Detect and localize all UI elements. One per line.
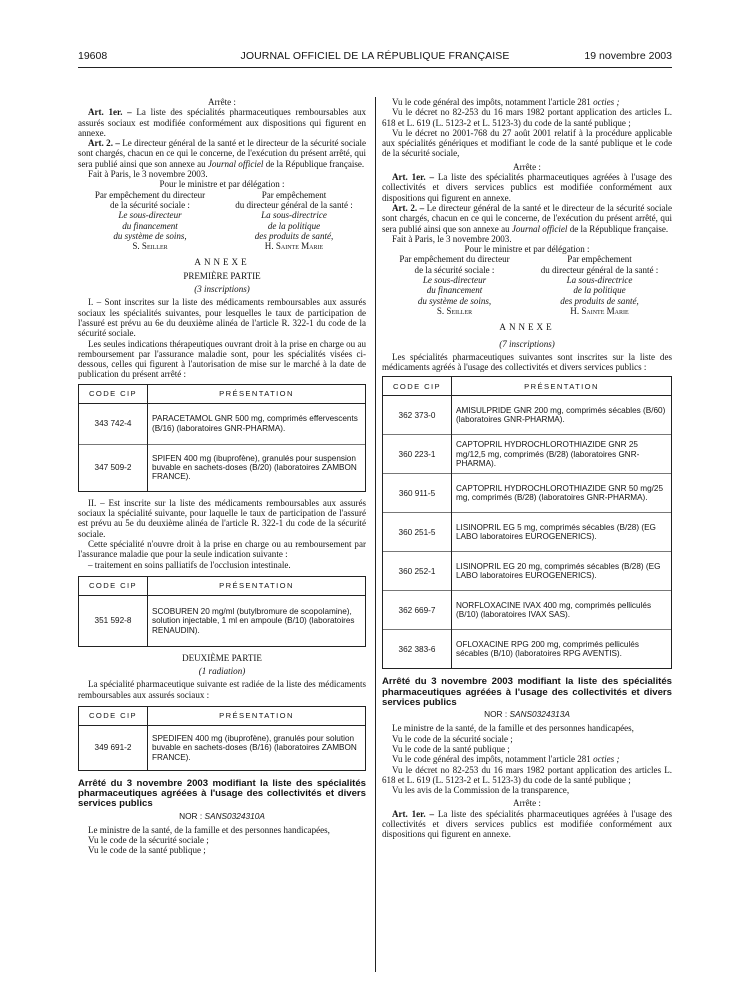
journal-title: JOURNAL OFFICIEL DE LA RÉPUBLIQUE FRANÇAISE <box>240 50 510 62</box>
paragraph-cgi <box>382 97 672 107</box>
page-number: 19608 <box>78 50 108 62</box>
paragraph-decret-1982: Vu le décret no 82-253 du 16 mars 1982 portant application des articles L. 618 et L. 619 (L. 5123-2 et L. 5123-3) du code de la santé publique ; <box>382 107 672 128</box>
article-2-label: Art. 2. – <box>392 202 425 213</box>
delegation-line: Pour le ministre et par délégation : <box>159 179 285 190</box>
cip-code: 360 223-1 <box>383 435 452 474</box>
cip-code: 347 509-2 <box>79 444 148 491</box>
paragraph-traitement: – traitement en soins palliatifs de l'occlusion intestinale. <box>88 559 291 570</box>
paragraph-II: II. – Est inscrite sur la liste des médicaments remboursables aux assurés sociaux la spécialité suivante, pour laquelle le taux de participation de l'assuré est prévu au 5e du deuxième alinéa de l'article R. 322-1 du code de la sécurité sociale. <box>78 497 366 539</box>
article-1-label: Art. 1er. – <box>392 172 434 183</box>
signatory-name: H. Sainte Marie <box>264 241 324 252</box>
column-header-code: CODE CIP <box>383 377 452 396</box>
cip-table-3 <box>78 706 366 771</box>
article-2-text: Le directeur général de la santé et le directeur de la sécurité sociale sont chargés, chacun en ce qui le concerne, de l'exécution du présent arrêté, qui sera publié ainsi que son annexe au <box>78 138 367 169</box>
column-header-presentation: PRÉSENTATION <box>148 706 366 725</box>
article-1-text: La liste des spécialités pharmaceutiques remboursables aux assurés sociaux est modifiée conformément aux dispositions qui figurent en annexe. <box>78 107 366 138</box>
signature-left <box>382 254 527 316</box>
issue-date: 19 novembre 2003 <box>584 50 672 62</box>
part-1-heading: PREMIÈRE PARTIE <box>183 270 261 281</box>
article-1 <box>382 809 672 840</box>
nor-code: SANS0324310A <box>204 810 265 821</box>
article-2-text: Le directeur général de la santé et le directeur de la sécurité sociale sont chargés, chacun en ce qui le concerne, de l'exécution du présent arrêté, qui sera publié ainsi que son annexe au <box>382 202 673 234</box>
notice-title: Arrêté du 3 novembre 2003 modifiant la liste des spécialités pharmaceutiques agréées à l'usage des collectivités et divers services publics <box>382 676 672 708</box>
signature-line: du directeur général de la santé : <box>540 264 659 275</box>
fait-line: Fait à Paris, le 3 novembre 2003. <box>392 233 512 244</box>
presentation-text: SPEDIFEN 400 mg (ibuprofène), granulés pour solution buvable en sachets-doses (B/16) (laboratoires ZAMBON FRANCE). <box>148 725 366 770</box>
presentation-text: SPIFEN 400 mg (ibuprofène), granulés pour suspension buvable en sachets-doses (B/20) (laboratoires ZAMBON FRANCE). <box>148 444 366 491</box>
octies-ref: octies ; <box>593 754 620 765</box>
signature-line: Par empêchement du directeur <box>399 254 510 265</box>
cip-code: 349 691-2 <box>79 725 148 770</box>
notice-paragraph: Vu le décret no 82-253 du 16 mars 1982 portant application des articles L. 618 et L. 619 (L. 5123-2 et L. 5123-3) du code de la santé publique ; <box>382 764 672 785</box>
signature-line: de la sécurité sociale : <box>110 199 190 210</box>
signature-line: des produits de santé, <box>560 295 639 306</box>
column-header-code: CODE CIP <box>79 706 148 725</box>
signature-line: Par empêchement <box>261 189 327 200</box>
signature-line: du financement <box>426 285 483 296</box>
presentation-text: PARACETAMOL GNR 500 mg, comprimés effervescents (B/16) (laboratoires GNR-PHARMA). <box>148 403 366 444</box>
table-row <box>79 444 366 491</box>
column-header-presentation: PRÉSENTATION <box>452 377 672 396</box>
arrete-heading: Arrête : <box>513 798 541 809</box>
signature-line: Par empêchement du directeur <box>94 189 206 200</box>
table-row <box>383 396 672 435</box>
article-1-text: La liste des spécialités pharmaceutiques agréées à l'usage des collectivités et divers services publics est modifiée conformément aux dispositions qui figurent en annexe. <box>382 172 672 203</box>
table-row <box>79 403 366 444</box>
signature-line: Le sous-directeur <box>118 210 182 221</box>
column-header-presentation: PRÉSENTATION <box>148 384 366 403</box>
cip-code: 362 373-0 <box>383 396 452 435</box>
signature-right <box>222 190 366 252</box>
cip-code: 360 252-1 <box>383 552 452 591</box>
annexe-heading: ANNEXE <box>194 257 250 268</box>
signature-line: La sous-directrice <box>566 275 633 286</box>
signatory-name: S. Seiller <box>436 305 473 316</box>
cip-code: 351 592-8 <box>79 595 148 646</box>
fait-line: Fait à Paris, le 3 novembre 2003. <box>88 169 208 180</box>
header-rule <box>78 67 672 68</box>
notice-paragraph-text: Vu le code général des impôts, notamment l'article 281 <box>392 754 591 765</box>
notice-paragraph: Vu le code de la santé publique ; <box>392 743 510 754</box>
table-row <box>79 725 366 770</box>
cip-code: 362 669-7 <box>383 591 452 630</box>
table-row <box>383 435 672 474</box>
table-row <box>383 513 672 552</box>
signatory-name: S. Seiller <box>132 241 168 252</box>
cip-code: 360 251-5 <box>383 513 452 552</box>
nor-label: NOR : <box>179 810 203 821</box>
paragraph-list: Les spécialités pharmaceutiques suivantes sont inscrites sur la liste des médicaments agréés à l'usage des collectivités et divers services publics : <box>382 351 672 373</box>
article-1-label: Art. 1er. – <box>392 808 434 819</box>
table-row <box>383 552 672 591</box>
arrete-heading: Arrête : <box>208 97 236 107</box>
paragraph-decret-2001: Vu le décret no 2001-768 du 27 août 2001 relatif à la procédure applicable aux spécialités génériques et modifiant le code de la santé publique et le code de la sécurité sociale, <box>382 127 672 159</box>
signature-line: du directeur général de la santé : <box>235 199 353 210</box>
notice-paragraph <box>382 754 672 764</box>
column-header-code: CODE CIP <box>79 384 148 403</box>
delegation-line: Pour le ministre et par délégation : <box>464 244 590 255</box>
presentation-text: AMISULPRIDE GNR 200 mg, comprimés sécables (B/60) (laboratoires GNR-PHARMA). <box>452 396 672 435</box>
journal-officiel-ref: Journal officiel <box>511 223 568 234</box>
annexe-count: (7 inscriptions) <box>499 338 555 349</box>
octies-ref: octies ; <box>593 97 620 107</box>
paragraph-cette: Cette spécialité n'ouvre droit à la prise en charge ou au remboursement par l'assurance maladie que pour la seule indication suivante : <box>78 538 366 560</box>
signature-line: La sous-directrice <box>261 210 327 221</box>
notice-paragraph: Le ministre de la santé, de la famille et des personnes handicapées, <box>392 723 634 734</box>
signature-block <box>382 254 672 316</box>
presentation-text: LISINOPRIL EG 5 mg, comprimés sécables (B/28) (EG LABO laboratoires EUROGENERICS). <box>452 513 672 552</box>
notice-paragraph: Le ministre de la santé, de la famille et des personnes handicapées, <box>88 824 330 835</box>
article-1-text: La liste des spécialités pharmaceutiques agréées à l'usage des collectivités et divers services publics est modifiée conformément aux dispositions qui figurent en annexe. <box>382 808 672 840</box>
signature-line: Par empêchement <box>567 254 632 265</box>
table-row <box>383 591 672 630</box>
table-row <box>79 595 366 646</box>
nor-reference <box>382 709 672 719</box>
signature-line: du système de soins, <box>113 230 187 241</box>
article-1 <box>382 172 672 203</box>
paragraph-radiee: La spécialité pharmaceutique suivante est radiée de la liste des médicaments remboursables aux assurés sociaux : <box>78 679 366 700</box>
column-header-presentation: PRÉSENTATION <box>148 576 366 595</box>
paragraph-I: I. – Sont inscrites sur la liste des médicaments remboursables aux assurés sociaux les spécialités suivantes, pour lesquelles le taux de participation de l'assuré est prévu au 6e du deuxième alinéa de l'article R. 322-1 du code de la sécurité sociale. <box>78 297 366 339</box>
article-2-label: Art. 2. – <box>88 138 120 149</box>
article-1 <box>78 107 366 138</box>
signature-line: Le sous-directeur <box>422 275 487 286</box>
part-2-count: (1 radiation) <box>198 666 246 677</box>
notice-title: Arrêté du 3 novembre 2003 modifiant la liste des spécialités pharmaceutiques agréées à l'usage des collectivités et divers services publics <box>78 777 366 810</box>
article-2-end: de la République française. <box>265 158 365 169</box>
paragraph-cgi-text: Vu le code général des impôts, notamment l'article 281 <box>392 97 591 107</box>
part-2-heading: DEUXIÈME PARTIE <box>182 652 262 663</box>
signature-left <box>78 190 222 252</box>
signature-block <box>78 190 366 252</box>
article-2 <box>78 138 366 169</box>
paragraph-indications: Les seules indications thérapeutiques ouvrant droit à la prise en charge ou au remboursement par l'assurance maladie sont, pour les spécialités visées ci-dessous, celles qui figurent à l'autorisation de mise sur le marché à la date de publication du présent arrêté : <box>78 338 366 380</box>
article-2-end: de la République française. <box>569 223 669 234</box>
cip-code: 362 383-6 <box>383 630 452 669</box>
presentation-text: SCOBUREN 20 mg/ml (butylbromure de scopolamine), solution injectable, 1 ml en ampoule (B/10) (laboratoires RENAUDIN). <box>148 595 366 646</box>
signatory-name: H. Sainte Marie <box>570 305 629 316</box>
notice-paragraph: Vu le code de la sécurité sociale ; <box>88 835 209 846</box>
article-2 <box>382 203 672 234</box>
part-1-count: (3 inscriptions) <box>194 284 250 295</box>
arrete-heading: Arrête : <box>513 161 541 172</box>
presentation-text: CAPTOPRIL HYDROCHLOROTHIAZIDE GNR 50 mg/25 mg, comprimés (B/28) (laboratoires GNR-PHARMA). <box>452 474 672 513</box>
cip-table-right <box>382 376 672 669</box>
presentation-text: NORFLOXACINE IVAX 400 mg, comprimés pelliculés (B/10) (laboratoires IVAX SAS). <box>452 591 672 630</box>
table-row <box>383 630 672 669</box>
cip-code: 360 911-5 <box>383 474 452 513</box>
article-1-label: Art. 1er. – <box>88 107 132 118</box>
journal-officiel-ref: Journal officiel <box>207 158 264 169</box>
signature-line: du financement <box>122 220 178 231</box>
notice-paragraph: Vu le code de la santé publique ; <box>88 845 206 856</box>
cip-table-2 <box>78 576 366 647</box>
nor-reference <box>78 811 366 821</box>
signature-line: du système de soins, <box>417 295 492 306</box>
column-divider <box>375 97 376 972</box>
signature-line: de la sécurité sociale : <box>414 264 495 275</box>
left-column <box>78 97 366 856</box>
notice-paragraph: Vu le code de la sécurité sociale ; <box>392 733 513 744</box>
right-column <box>382 97 672 840</box>
cip-code: 343 742-4 <box>79 403 148 444</box>
column-header-code: CODE CIP <box>79 576 148 595</box>
signature-line: des produits de santé, <box>254 230 334 241</box>
presentation-text: OFLOXACINE RPG 200 mg, comprimés pelliculés sécables (B/10) (laboratoires RPG AVENTIS). <box>452 630 672 669</box>
nor-label: NOR : <box>484 709 508 720</box>
nor-code: SANS0324313A <box>509 709 570 720</box>
annexe-heading: ANNEXE <box>499 322 555 333</box>
presentation-text: LISINOPRIL EG 20 mg, comprimés sécables (B/28) (EG LABO laboratoires EUROGENERICS). <box>452 552 672 591</box>
cip-table-1 <box>78 384 366 492</box>
notice-paragraph: Vu les avis de la Commission de la transparence, <box>392 785 570 796</box>
table-row <box>383 474 672 513</box>
signature-line: de la politique <box>573 285 626 296</box>
presentation-text: CAPTOPRIL HYDROCHLOROTHIAZIDE GNR 25 mg/12,5 mg, comprimés (B/28) (laboratoires GNR-PHARMA). <box>452 435 672 474</box>
signature-right <box>527 254 672 316</box>
page-header <box>78 50 672 64</box>
signature-line: de la politique <box>267 220 321 231</box>
